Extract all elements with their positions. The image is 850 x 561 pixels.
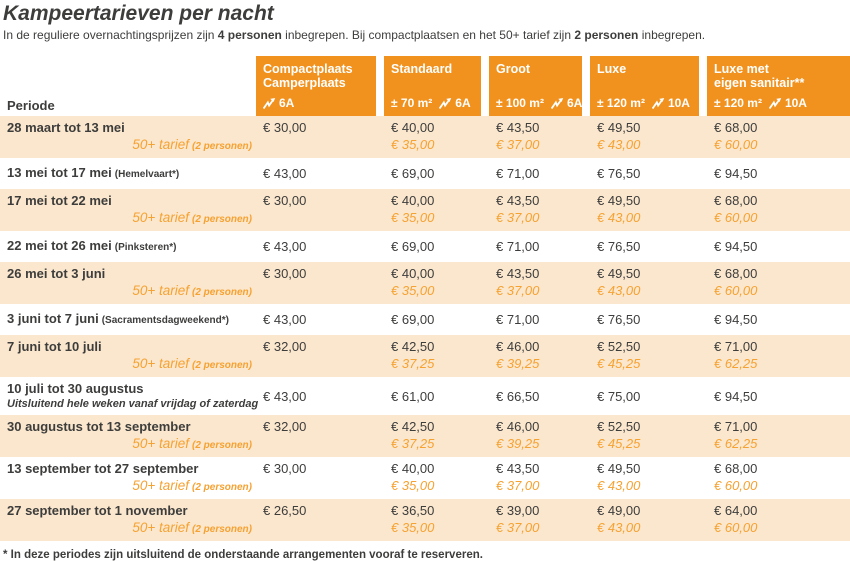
- price-value: € 68,00: [714, 461, 758, 476]
- price-value: € 68,00: [714, 193, 758, 208]
- price-value: € 43,50: [496, 193, 540, 208]
- price-value: € 40,00: [391, 120, 435, 135]
- kampeertarieven-page: [0, 2, 850, 561]
- table-body: [0, 116, 850, 541]
- price-value: € 43,00: [263, 166, 307, 181]
- price-value: € 42,50: [391, 339, 435, 354]
- senior-tariff-label: [7, 435, 256, 454]
- price-value: € 30,00: [263, 193, 307, 208]
- period-cell: [0, 335, 256, 377]
- price-value: € 32,00: [263, 419, 307, 434]
- price-value: € 68,00: [714, 120, 758, 135]
- period-text: [7, 192, 256, 209]
- price-cell: [590, 335, 707, 377]
- price-value: € 64,00: [714, 503, 758, 518]
- price-cell: [489, 311, 590, 328]
- senior-tariff-text: 50+ tarief: [132, 356, 189, 371]
- intro-bold-4-personen: 4 personen: [217, 28, 282, 42]
- intro-text: [3, 28, 850, 43]
- price-cell: [489, 457, 590, 499]
- price-value: € 46,00: [496, 339, 540, 354]
- price-cell: [384, 165, 489, 182]
- senior-price-value: € 37,00: [496, 520, 540, 535]
- area-label: ± 120 m²: [714, 96, 762, 110]
- price-value: € 71,00: [714, 339, 758, 354]
- price-value: € 76,50: [597, 239, 641, 254]
- price-value: € 66,50: [496, 388, 540, 404]
- column-header-standaard: [384, 56, 481, 116]
- table-row: [0, 499, 850, 541]
- column-spec: [714, 96, 846, 110]
- price-value: € 30,00: [263, 266, 307, 281]
- senior-price-value: € 60,00: [714, 478, 758, 493]
- price-value: € 43,00: [263, 239, 307, 254]
- amperage-label: 10A: [667, 96, 690, 110]
- period-label: 17 mei tot 22 mei: [7, 193, 112, 208]
- period-label: 13 september tot 27 september: [7, 461, 199, 476]
- senior-price-value: € 45,25: [597, 436, 641, 451]
- lightning-bolt-icon: [551, 98, 564, 109]
- price-cell: [384, 238, 489, 255]
- price-value: € 39,00: [496, 503, 540, 518]
- period-label: 28 maart tot 13 mei: [7, 120, 125, 135]
- price-value: € 32,00: [263, 339, 307, 354]
- senior-tariff-text: 50+ tarief: [132, 436, 189, 451]
- price-value: € 76,50: [597, 166, 641, 181]
- period-cell: [0, 499, 256, 541]
- period-label: 3 juni tot 7 juni: [7, 311, 99, 326]
- amperage-label: 6A: [455, 96, 471, 110]
- amperage-label: 6A: [279, 96, 295, 110]
- price-cell: [590, 189, 707, 231]
- senior-tariff-label: [7, 477, 256, 496]
- period-text: [7, 310, 256, 329]
- price-cell: [384, 311, 489, 328]
- column-spec: [391, 96, 477, 110]
- price-cell: [707, 189, 850, 231]
- price-cell: [590, 415, 707, 457]
- senior-tariff-label: [7, 209, 256, 228]
- senior-tariff-label: [7, 519, 256, 538]
- period-column-header: Periode: [7, 98, 55, 113]
- price-cell: [384, 415, 489, 457]
- price-value: € 49,50: [597, 461, 641, 476]
- price-cell: [590, 311, 707, 328]
- table-row: [0, 457, 850, 499]
- column-title-line: Camperplaats: [263, 76, 346, 90]
- column-title-line: eigen sanitair**: [714, 76, 805, 90]
- senior-tariff-text: 50+ tarief: [132, 137, 189, 152]
- price-value: € 69,00: [391, 239, 435, 254]
- senior-price-value: € 60,00: [714, 210, 758, 225]
- price-cell: [590, 116, 707, 158]
- senior-tariff-text: 50+ tarief: [132, 478, 189, 493]
- period-text: [7, 265, 256, 282]
- senior-tariff-persons: (2 personen): [191, 482, 252, 493]
- price-cell: [489, 262, 590, 304]
- period-cell: [0, 231, 256, 262]
- senior-price-value: € 37,00: [496, 478, 540, 493]
- senior-price-value: € 43,00: [597, 283, 641, 298]
- senior-tariff-persons: (2 personen): [191, 214, 252, 225]
- price-value: € 71,00: [496, 239, 540, 254]
- price-cell: [256, 499, 384, 541]
- period-label: 30 augustus tot 13 september: [7, 419, 191, 434]
- price-cell: [256, 388, 384, 405]
- senior-price-value: € 35,00: [391, 137, 435, 152]
- period-cell: [0, 304, 256, 335]
- column-header-luxe: [590, 56, 699, 116]
- senior-price-value: € 60,00: [714, 137, 758, 152]
- period-text: [7, 380, 256, 397]
- senior-price-value: € 39,25: [496, 356, 540, 371]
- price-value: € 40,00: [391, 266, 435, 281]
- price-value: € 30,00: [263, 120, 307, 135]
- price-value: € 68,00: [714, 266, 758, 281]
- price-cell: [707, 116, 850, 158]
- senior-tariff-text: 50+ tarief: [132, 520, 189, 535]
- price-cell: [256, 189, 384, 231]
- price-value: € 71,00: [496, 166, 540, 181]
- column-header-groot: [489, 56, 582, 116]
- price-value: € 43,50: [496, 266, 540, 281]
- period-holiday-note: (Hemelvaart*): [114, 169, 180, 180]
- price-cell: [256, 165, 384, 182]
- column-title-line: Luxe met: [714, 62, 769, 76]
- column-title-line: Standaard: [391, 62, 453, 76]
- period-cell: [0, 116, 256, 158]
- intro-part-2: inbegrepen. Bij compactplaatsen en het 50+ tarief zijn: [281, 28, 575, 42]
- period-label: 22 mei tot 26 mei: [7, 238, 112, 253]
- period-text: [7, 338, 256, 355]
- price-value: € 40,00: [391, 461, 435, 476]
- column-spec: [597, 96, 695, 110]
- column-title: [496, 62, 578, 76]
- senior-price-value: € 35,00: [391, 520, 435, 535]
- price-value: € 42,50: [391, 419, 435, 434]
- period-cell: [0, 377, 259, 415]
- senior-price-value: € 43,00: [597, 137, 641, 152]
- senior-price-value: € 39,25: [496, 436, 540, 451]
- period-cell: [0, 262, 256, 304]
- column-title-line: Luxe: [597, 62, 627, 76]
- price-value: € 43,00: [263, 388, 307, 404]
- senior-price-value: € 35,00: [391, 478, 435, 493]
- price-cell: [489, 415, 590, 457]
- column-title-line: Groot: [496, 62, 531, 76]
- price-value: € 94,50: [714, 388, 758, 404]
- price-value: € 49,50: [597, 193, 641, 208]
- price-cell: [384, 457, 489, 499]
- footnote: * In deze periodes zijn uitsluitend de onderstaande arrangementen vooraf te reserveren.: [3, 549, 483, 561]
- page-title: Kampeertarieven per nacht: [3, 2, 274, 25]
- price-value: € 43,50: [496, 461, 540, 476]
- senior-price-value: € 43,00: [597, 478, 641, 493]
- price-cell: [707, 311, 850, 328]
- column-title: [597, 62, 695, 76]
- lightning-bolt-icon: [652, 98, 665, 109]
- price-value: € 49,00: [597, 503, 641, 518]
- area-label: ± 120 m²: [597, 96, 645, 110]
- period-holiday-note: (Sacramentsdagweekend*): [101, 315, 229, 326]
- table-row: [0, 158, 850, 189]
- senior-price-value: € 43,00: [597, 520, 641, 535]
- senior-tariff-label: [7, 282, 256, 301]
- price-cell: [489, 116, 590, 158]
- period-text: [7, 237, 256, 256]
- period-cell: [0, 158, 256, 189]
- senior-price-value: € 62,25: [714, 436, 758, 451]
- period-holiday-note: (Pinksteren*): [114, 242, 177, 253]
- price-cell: [489, 165, 590, 182]
- price-value: € 46,00: [496, 419, 540, 434]
- senior-tariff-persons: (2 personen): [191, 360, 252, 371]
- table-row: [0, 262, 850, 304]
- price-value: € 49,50: [597, 266, 641, 281]
- price-value: € 69,00: [391, 312, 435, 327]
- column-spec: [496, 96, 583, 110]
- senior-tariff-persons: (2 personen): [191, 524, 252, 535]
- table-row: [0, 231, 850, 262]
- period-text: [7, 119, 256, 136]
- price-cell: [707, 457, 850, 499]
- table-row: [0, 377, 850, 415]
- price-value: € 75,00: [597, 388, 641, 404]
- amperage-label: 6A: [566, 96, 583, 110]
- column-title: [391, 62, 477, 76]
- table-row: [0, 335, 850, 377]
- price-cell: [590, 457, 707, 499]
- price-cell: [384, 335, 489, 377]
- column-title: [714, 62, 846, 90]
- senior-tariff-label: [7, 355, 256, 374]
- senior-price-value: € 37,00: [496, 283, 540, 298]
- price-cell: [590, 165, 707, 182]
- price-cell: [707, 415, 850, 457]
- price-cell: [384, 189, 489, 231]
- senior-tariff-label: [7, 136, 256, 155]
- price-cell: [590, 262, 707, 304]
- period-text: [7, 502, 256, 519]
- senior-tariff-persons: (2 personen): [191, 440, 252, 451]
- price-value: € 43,50: [496, 120, 540, 135]
- price-cell: [707, 388, 850, 405]
- price-value: € 49,50: [597, 120, 641, 135]
- senior-price-value: € 37,00: [496, 137, 540, 152]
- price-value: € 69,00: [391, 166, 435, 181]
- price-value: € 94,50: [714, 239, 758, 254]
- price-cell: [590, 499, 707, 541]
- price-cell: [256, 335, 384, 377]
- price-cell: [707, 165, 850, 182]
- senior-tariff-text: 50+ tarief: [132, 283, 189, 298]
- column-header-compactplaats: [256, 56, 376, 116]
- price-cell: [590, 238, 707, 255]
- price-value: € 40,00: [391, 193, 435, 208]
- period-label: 7 juni tot 10 juli: [7, 339, 102, 354]
- period-text: [7, 164, 256, 183]
- price-value: € 71,00: [714, 419, 758, 434]
- lightning-bolt-icon: [263, 98, 276, 109]
- lightning-bolt-icon: [439, 98, 452, 109]
- price-cell: [256, 262, 384, 304]
- price-value: € 52,50: [597, 419, 641, 434]
- senior-price-value: € 37,25: [391, 436, 435, 451]
- price-cell: [590, 388, 707, 405]
- intro-part-3: inbegrepen.: [638, 28, 706, 42]
- price-value: € 43,00: [263, 312, 307, 327]
- senior-price-value: € 45,25: [597, 356, 641, 371]
- price-cell: [256, 238, 384, 255]
- period-cell: [0, 457, 256, 499]
- senior-price-value: € 37,25: [391, 356, 435, 371]
- price-cell: [256, 415, 384, 457]
- senior-tariff-text: 50+ tarief: [132, 210, 189, 225]
- senior-price-value: € 37,00: [496, 210, 540, 225]
- price-value: € 71,00: [496, 312, 540, 327]
- price-cell: [489, 335, 590, 377]
- column-header-luxe-eigen-sanitair: [707, 56, 850, 116]
- intro-part-1: In de reguliere overnachtingsprijzen zijn: [3, 28, 218, 42]
- period-text: [7, 418, 256, 435]
- price-cell: [707, 238, 850, 255]
- column-spec: [263, 96, 372, 110]
- period-cell: [0, 189, 256, 231]
- price-cell: [384, 388, 489, 405]
- price-value: € 52,50: [597, 339, 641, 354]
- period-cell: [0, 415, 256, 457]
- price-cell: [707, 335, 850, 377]
- column-title: [263, 62, 372, 90]
- senior-price-value: € 60,00: [714, 520, 758, 535]
- price-cell: [489, 189, 590, 231]
- price-cell: [489, 238, 590, 255]
- period-label: 10 juli tot 30 augustus: [7, 381, 144, 396]
- table-row: [0, 415, 850, 457]
- area-label: ± 100 m²: [496, 96, 544, 110]
- price-value: € 94,50: [714, 312, 758, 327]
- price-cell: [707, 262, 850, 304]
- period-restriction-note: Uitsluitend hele weken vanaf vrijdag of zaterdag: [7, 398, 259, 410]
- column-title-line: Compactplaats: [263, 62, 353, 76]
- table-row: [0, 116, 850, 158]
- price-cell: [256, 457, 384, 499]
- price-value: € 61,00: [391, 388, 435, 404]
- price-cell: [384, 116, 489, 158]
- price-value: € 94,50: [714, 166, 758, 181]
- senior-price-value: € 62,25: [714, 356, 758, 371]
- price-value: € 30,00: [263, 461, 307, 476]
- price-cell: [489, 388, 590, 405]
- senior-price-value: € 60,00: [714, 283, 758, 298]
- amperage-label: 10A: [784, 96, 807, 110]
- period-label: 13 mei tot 17 mei: [7, 165, 112, 180]
- price-cell: [256, 116, 384, 158]
- price-cell: [384, 262, 489, 304]
- price-value: € 36,50: [391, 503, 435, 518]
- price-value: € 76,50: [597, 312, 641, 327]
- table-header: [0, 56, 850, 116]
- price-cell: [256, 311, 384, 328]
- senior-tariff-persons: (2 personen): [191, 141, 252, 152]
- period-label: 27 september tot 1 november: [7, 503, 188, 518]
- senior-tariff-persons: (2 personen): [191, 287, 252, 298]
- period-label: 26 mei tot 3 juni: [7, 266, 106, 281]
- table-row: [0, 189, 850, 231]
- table-row: [0, 304, 850, 335]
- price-cell: [707, 499, 850, 541]
- price-cell: [489, 499, 590, 541]
- senior-price-value: € 35,00: [391, 210, 435, 225]
- period-text: [7, 460, 256, 477]
- senior-price-value: € 43,00: [597, 210, 641, 225]
- senior-price-value: € 35,00: [391, 283, 435, 298]
- area-label: ± 70 m²: [391, 96, 433, 110]
- price-value: € 26,50: [263, 503, 307, 518]
- lightning-bolt-icon: [769, 98, 782, 109]
- intro-bold-2-personen: 2 personen: [574, 28, 639, 42]
- price-cell: [384, 499, 489, 541]
